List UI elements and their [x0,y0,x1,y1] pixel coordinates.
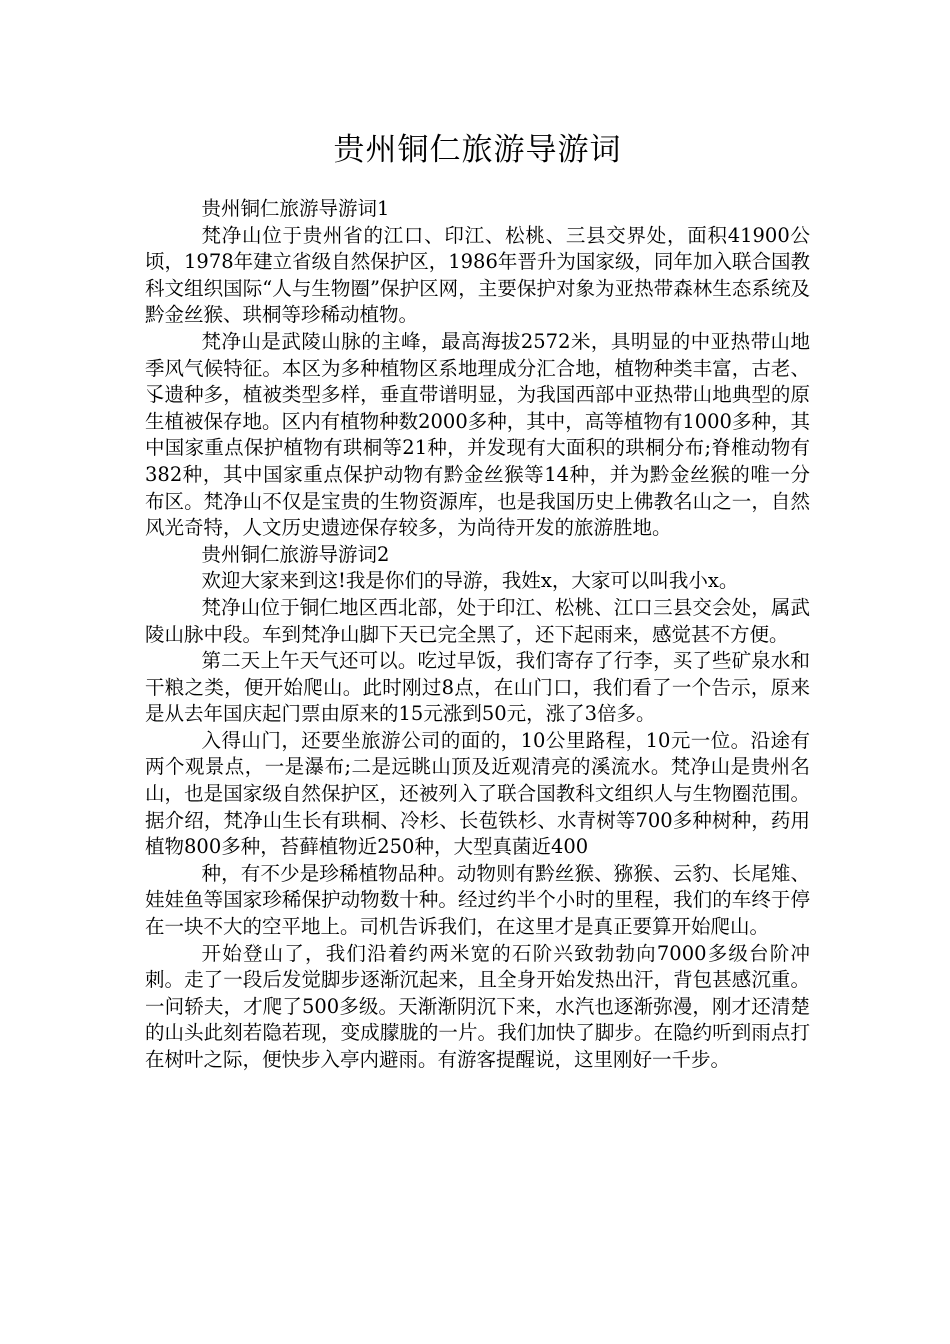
document-title: 贵州铜仁旅游导游词 [333,132,622,168]
paragraph: 开始登山了，我们沿着约两米宽的石阶兴致勃勃向7000多级台阶冲刺。走了一段后发觉脚步逐渐沉起来，且全身开始发热出汗，背包甚感沉重。一问轿夫，才爬了500多级。天渐渐阴沉下来，水汽也逐渐弥漫，刚才还清楚的山头此刻若隐若现，变成朦胧的一片。我们加快了脚步。在隐约听到雨点打在树叶之际，便快步入亭内避雨。有游客提醒说，这里刚好一千步。 [145,941,810,1071]
section-2 [145,542,810,1074]
document-page [145,128,810,1074]
section-1 [145,196,810,542]
paragraph: 种，有不少是珍稀植物品种。动物则有黔丝猴、猕猴、云豹、长尾雉、娃娃鱼等国家珍稀保护动物数十种。经过约半个小时的里程，我们的车终于停在一块不大的空平地上。司机告诉我们，在这里才是真正要算开始爬山。 [145,861,810,939]
paragraph: 入得山门，还要坐旅游公司的面的，10公里路程，10元一位。沿途有两个观景点，一是瀑布;二是远眺山顶及近观清亮的溪流水。梵净山是贵州名山，也是国家级自然保护区，还被列入了联合国教科文组织人与生物圈范围。据介绍，梵净山生长有珙桐、冷杉、长苞铁杉、水青树等700多种树种，药用植物800多种，苔藓植物近250种，大型真菌近400 [145,728,810,859]
paragraph: 梵净山是武陵山脉的主峰，最高海拔2572米，具明显的中亚热带山地季风气候特征。本区为多种植物区系地理成分汇合地，植物种类丰富，古老、孓遗种多，植被类型多样，垂直带谱明显，为我国西部中亚热带山地典型的原生植被保存地。区内有植物种数2000多种，其中，高等植物有1000多种，其中国家重点保护植物有珙桐等21种，并发现有大面积的珙桐分布;脊椎动物有382种，其中国家重点保护动物有黔金丝猴等14种，并为黔金丝猴的唯一分布区。梵净山不仅是宝贵的生物资源库，也是我国历史上佛教名山之一，自然风光奇特，人文历史遗迹保存较多，为尚待开发的旅游胜地。 [145,329,810,540]
paragraph: 梵净山位于贵州省的江口、印江、松桃、三县交界处，面积41900公顷，1978年建立省级自然保护区，1986年晋升为国家级，同年加入联合国教科文组织国际“人与生物圈”保护区网，主要保护对象为亚热带森林生态系统及黔金丝猴、珙桐等珍稀动植物。 [145,223,810,327]
section-heading: 贵州铜仁旅游导游词1 [201,197,390,220]
section-heading: 贵州铜仁旅游导游词2 [201,542,390,566]
paragraph: 欢迎大家来到这!我是你们的导游，我姓x，大家可以叫我小x。 [201,569,739,593]
paragraph: 梵净山位于铜仁地区西北部，处于印江、松桃、江口三县交会处，属武陵山脉中段。车到梵净山脚下天已完全黑了，还下起雨来，感觉甚不方便。 [145,595,810,646]
paragraph: 第二天上午天气还可以。吃过早饭，我们寄存了行李，买了些矿泉水和干粮之类，便开始爬山。此时刚过8点，在山门口，我们看了一个告示，原来是从去年国庆起门票由原来的15元涨到50元，涨了3倍多。 [145,649,810,726]
